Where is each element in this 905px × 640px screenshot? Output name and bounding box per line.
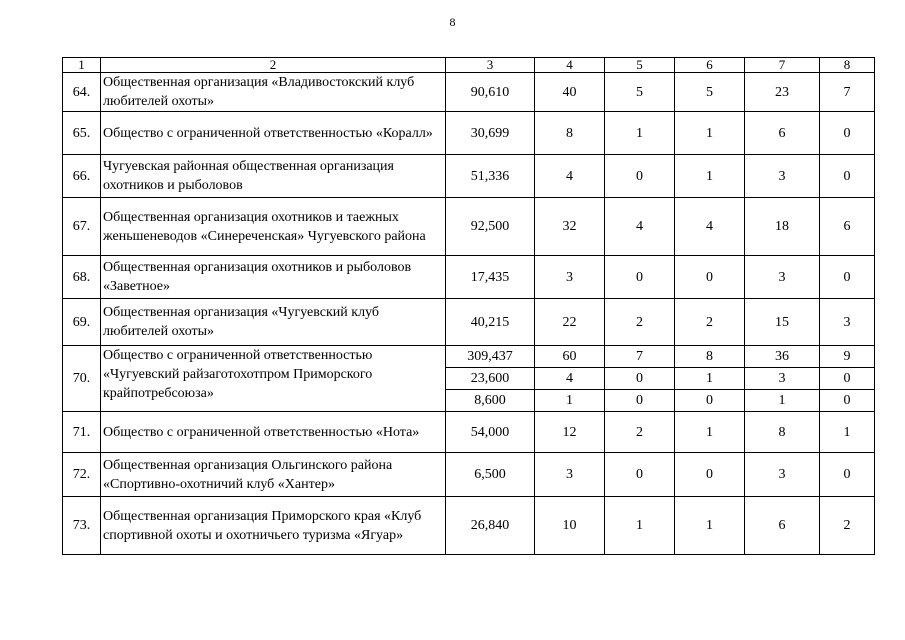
count-value-col-8: 18	[745, 198, 820, 256]
count-value-col-5: 4	[535, 155, 605, 198]
count-value-col-7: 1	[675, 497, 745, 555]
table-row	[63, 346, 875, 368]
organization-name: Общественная организация Ольгинского района «Спортивно-охотничий клуб «Хантер»	[101, 453, 446, 497]
area-value: 8,600	[446, 390, 535, 412]
count-value-col-7: 0	[675, 256, 745, 299]
count-value-col-6: 0	[605, 453, 675, 497]
count-value-col-9: 9	[820, 346, 875, 368]
count-value-col-8: 3	[745, 155, 820, 198]
table-row	[63, 299, 875, 346]
row-number: 69.	[63, 299, 101, 346]
count-value-col-9: 3	[820, 299, 875, 346]
count-value-col-5: 1	[535, 390, 605, 412]
count-value-col-6: 0	[605, 390, 675, 412]
count-value-col-5: 4	[535, 368, 605, 390]
count-value-col-8: 23	[745, 73, 820, 112]
area-value: 17,435	[446, 256, 535, 299]
count-value-col-5: 32	[535, 198, 605, 256]
table-body	[63, 73, 875, 555]
table-row	[63, 73, 875, 112]
count-value-col-9: 0	[820, 453, 875, 497]
count-value-col-6: 0	[605, 368, 675, 390]
count-value-col-8: 3	[745, 256, 820, 299]
row-number: 66.	[63, 155, 101, 198]
count-value-col-6: 1	[605, 112, 675, 155]
table-row	[63, 256, 875, 299]
area-value: 90,610	[446, 73, 535, 112]
count-value-col-9: 6	[820, 198, 875, 256]
table-row	[63, 453, 875, 497]
area-value: 23,600	[446, 368, 535, 390]
count-value-col-5: 40	[535, 73, 605, 112]
header-col-1: 1	[63, 58, 101, 73]
area-value: 92,500	[446, 198, 535, 256]
count-value-col-5: 8	[535, 112, 605, 155]
count-value-col-8: 6	[745, 497, 820, 555]
count-value-col-9: 7	[820, 73, 875, 112]
count-value-col-6: 1	[605, 497, 675, 555]
page-number: 8	[449, 15, 456, 29]
table-header-row	[63, 58, 875, 73]
count-value-col-8: 8	[745, 412, 820, 453]
header-col-2: 2	[101, 58, 446, 73]
count-value-col-9: 0	[820, 256, 875, 299]
count-value-col-8: 6	[745, 112, 820, 155]
area-value: 30,699	[446, 112, 535, 155]
count-value-col-7: 8	[675, 346, 745, 368]
row-number: 64.	[63, 73, 101, 112]
count-value-col-9: 0	[820, 368, 875, 390]
header-col-4: 4	[535, 58, 605, 73]
header-col-3: 3	[446, 58, 535, 73]
count-value-col-9: 0	[820, 390, 875, 412]
area-value: 6,500	[446, 453, 535, 497]
header-col-8: 8	[820, 58, 875, 73]
table-row	[63, 412, 875, 453]
row-number: 67.	[63, 198, 101, 256]
count-value-col-5: 12	[535, 412, 605, 453]
row-number: 73.	[63, 497, 101, 555]
count-value-col-6: 5	[605, 73, 675, 112]
count-value-col-9: 0	[820, 155, 875, 198]
count-value-col-5: 22	[535, 299, 605, 346]
count-value-col-6: 2	[605, 299, 675, 346]
count-value-col-9: 1	[820, 412, 875, 453]
count-value-col-7: 0	[675, 453, 745, 497]
organization-name: Общество с ограниченной ответственностью «Коралл»	[101, 112, 446, 155]
table-row	[63, 198, 875, 256]
area-value: 51,336	[446, 155, 535, 198]
count-value-col-5: 3	[535, 256, 605, 299]
count-value-col-8: 1	[745, 390, 820, 412]
count-value-col-9: 2	[820, 497, 875, 555]
count-value-col-5: 3	[535, 453, 605, 497]
header-col-5: 5	[605, 58, 675, 73]
count-value-col-7: 1	[675, 112, 745, 155]
organization-name: Общественная организация «Владивостокский клуб любителей охоты»	[101, 73, 446, 112]
table-row	[63, 497, 875, 555]
table-row	[63, 112, 875, 155]
organization-name: Чугуевская районная общественная организация охотников и рыболовов	[101, 155, 446, 198]
header-col-6: 6	[675, 58, 745, 73]
organization-name: Общественная организация «Чугуевский клуб любителей охоты»	[101, 299, 446, 346]
organization-name: Общественная организация Приморского края «Клуб спортивной охоты и охотничьего туризма «Ягуар»	[101, 497, 446, 555]
count-value-col-7: 2	[675, 299, 745, 346]
area-value: 26,840	[446, 497, 535, 555]
organization-name: Общественная организация охотников и таежных женьшеневодов «Синереченская» Чугуевского района	[101, 198, 446, 256]
area-value: 309,437	[446, 346, 535, 368]
row-number: 71.	[63, 412, 101, 453]
count-value-col-9: 0	[820, 112, 875, 155]
count-value-col-7: 0	[675, 390, 745, 412]
organization-name: Общественная организация охотников и рыболовов «Заветное»	[101, 256, 446, 299]
count-value-col-6: 2	[605, 412, 675, 453]
count-value-col-6: 0	[605, 256, 675, 299]
hunting-grounds-table	[62, 57, 875, 555]
count-value-col-8: 3	[745, 368, 820, 390]
count-value-col-6: 4	[605, 198, 675, 256]
count-value-col-7: 4	[675, 198, 745, 256]
count-value-col-6: 7	[605, 346, 675, 368]
count-value-col-5: 60	[535, 346, 605, 368]
organization-name: Общество с ограниченной ответственностью «Нота»	[101, 412, 446, 453]
count-value-col-7: 1	[675, 155, 745, 198]
count-value-col-8: 15	[745, 299, 820, 346]
area-value: 54,000	[446, 412, 535, 453]
count-value-col-8: 36	[745, 346, 820, 368]
row-number: 68.	[63, 256, 101, 299]
count-value-col-8: 3	[745, 453, 820, 497]
area-value: 40,215	[446, 299, 535, 346]
count-value-col-7: 1	[675, 368, 745, 390]
header-col-7: 7	[745, 58, 820, 73]
count-value-col-7: 1	[675, 412, 745, 453]
row-number: 65.	[63, 112, 101, 155]
count-value-col-5: 10	[535, 497, 605, 555]
table-row	[63, 155, 875, 198]
count-value-col-7: 5	[675, 73, 745, 112]
organization-name: Общество с ограниченной ответственностью «Чугуевский райзаготохотпром Приморского крайпотребсоюза»	[101, 346, 446, 412]
row-number: 72.	[63, 453, 101, 497]
count-value-col-6: 0	[605, 155, 675, 198]
row-number: 70.	[63, 346, 101, 412]
